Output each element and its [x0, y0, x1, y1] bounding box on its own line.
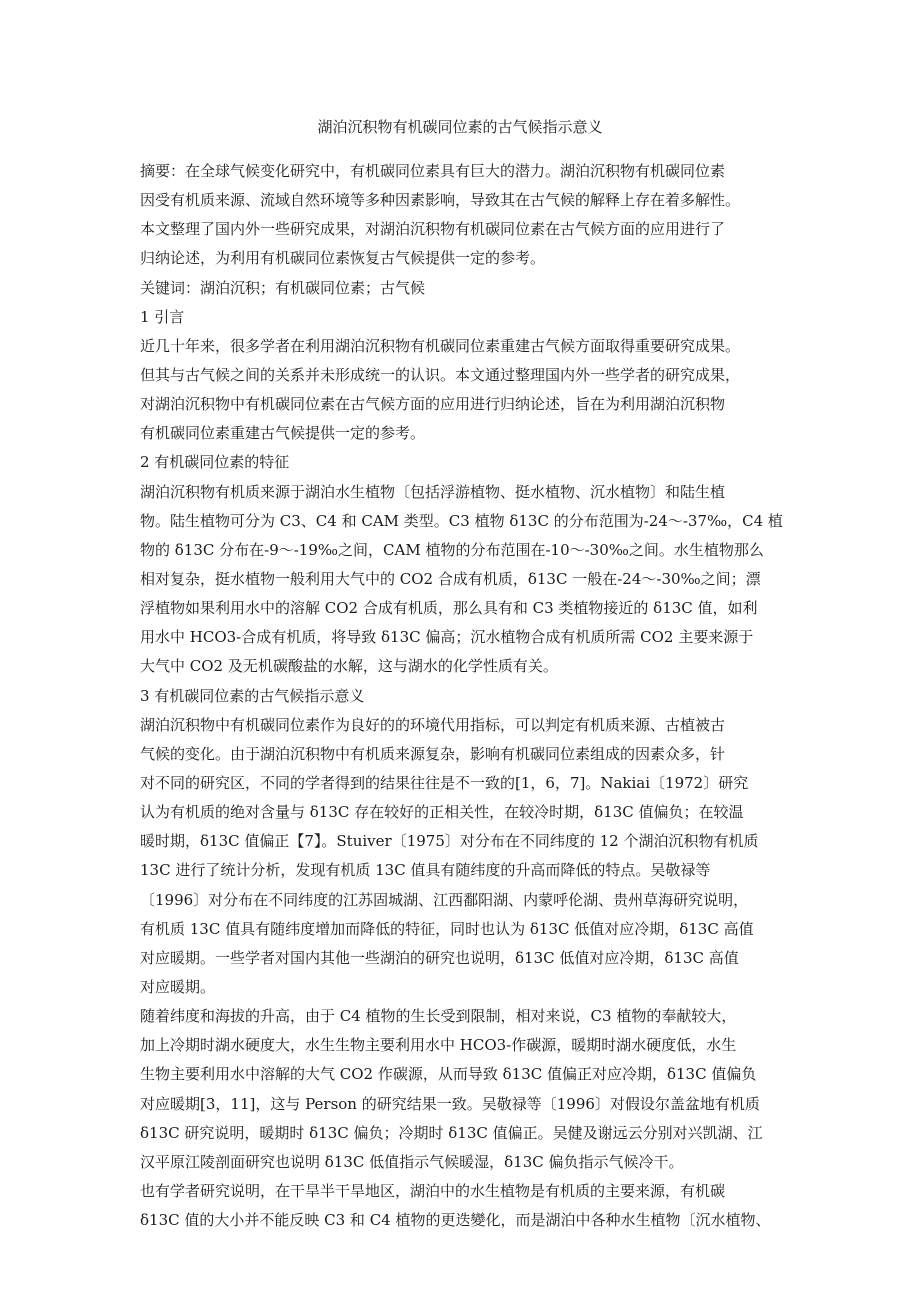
- text-line: 也有学者研究说明，在干旱半干旱地区，湖泊中的水生植物是有机质的主要来源，有机碳: [140, 1181, 726, 1200]
- text-line: 湖泊沉积物中有机碳同位素作为良好的的环境代用指标，可以判定有机质来源、古植被古: [140, 715, 726, 734]
- text-line: 对不同的研究区，不同的学者得到的结果往往是不一致的[1，6，7]。Nakiai〔1972〕研究: [140, 773, 749, 792]
- text-line: 2 有机碳同位素的特征: [140, 453, 290, 472]
- text-line: 对湖泊沉积物中有机碳同位素在古气候方面的应用进行归纳论述，旨在为利用湖泊沉积物: [140, 395, 726, 414]
- text-line: 有机碳同位素重建古气候提供一定的参考。: [140, 424, 426, 443]
- text-line: 物。陆生植物可分为 C3、C4 和 CAM 类型。C3 植物 δ13C 的分布范围为-24～-37‰，C4 植: [140, 511, 783, 530]
- text-line: 有机质 13C 值具有随纬度增加而降低的特征，同时也认为 δ13C 低值对应冷期，δ13C 高值: [140, 919, 754, 938]
- text-line: 用水中 HCO3-合成有机质，将导致 δ13C 偏高；沉水植物合成有机质所需 CO2 主要来源于: [140, 628, 754, 647]
- text-line: 汉平原江陵剖面研究也说明 δ13C 低值指示气候暖湿，δ13C 偏负指示气候冷干。: [140, 1152, 684, 1171]
- text-line: 3 有机碳同位素的古气候指示意义: [140, 686, 365, 705]
- text-line: 浮植物如果利用水中的溶解 CO2 合成有机质，那么具有和 C3 类植物接近的 δ13C 值，如利: [140, 599, 758, 618]
- text-line: 相对复杂，挺水植物一般利用大气中的 CO2 合成有机质，δ13C 一般在-24～-30‰之间；漂: [140, 569, 761, 588]
- text-line: 但其与古气候之间的关系并未形成统一的认识。本文通过整理国内外一些学者的研究成果，: [140, 365, 741, 384]
- text-line: 加上冷期时湖水硬度大，水生生物主要利用水中 HCO3-作碳源，暖期时湖水硬度低，水生: [140, 1036, 737, 1055]
- text-line: 因受有机质来源、流域自然环境等多种因素影响，导致其在古气候的解释上存在着多解性。: [140, 191, 741, 210]
- text-line: 关键词：湖泊沉积；有机碳同位素；古气候: [140, 278, 426, 297]
- text-line: 大气中 CO2 及无机碳酸盐的水解，这与湖水的化学性质有关。: [140, 657, 558, 676]
- text-line: 暖时期，δ13C 值偏正【7】。Stuiver〔1975〕对分布在不同纬度的 12 个湖泊沉积物有机质: [140, 832, 759, 851]
- text-line: 1 引言: [140, 307, 185, 326]
- text-line: 摘要：在全球气候变化研究中，有机碳同位素具有巨大的潜力。湖泊沉积物有机碳同位素: [140, 162, 726, 180]
- text-line: 湖泊沉积物有机质来源于湖泊水生植物〔包括浮游植物、挺水植物、沉水植物〕和陆生植: [140, 482, 726, 501]
- text-line: 归纳论述，为利用有机碳同位素恢复古气候提供一定的参考。: [140, 249, 546, 268]
- text-line: 生物主要利用水中溶解的大气 CO2 作碳源，从而导致 δ13C 值偏正对应冷期，δ13C 值偏负: [140, 1065, 757, 1084]
- document-body: [140, 157, 800, 1235]
- text-line: 对应暖期。一些学者对国内其他一些湖泊的研究也说明，δ13C 低值对应冷期，δ13C 高值: [140, 948, 739, 967]
- text-line: 对应暖期[3，11]，这与 Person 的研究结果一致。吴敬禄等〔1996〕对假设尔盖盆地有机质: [140, 1094, 760, 1113]
- text-line: 〔1996〕对分布在不同纬度的江苏固城湖、江西鄱阳湖、内蒙呼伦湖、贵州草海研究说明，: [140, 890, 749, 909]
- text-line: δ13C 值的大小并不能反映 C3 和 C4 植物的更迭變化，而是湖泊中各种水生植物〔沉水植物、: [140, 1211, 771, 1230]
- text-line: 近几十年来，很多学者在利用湖泊沉积物有机碳同位素重建古气候方面取得重要研究成果。: [140, 336, 741, 355]
- text-line: δ13C 研究说明，暖期时 δ13C 偏负；冷期时 δ13C 值偏正。吴健及谢远云分别对兴凯湖、江: [140, 1123, 763, 1142]
- text-line: 本文整理了国内外一些研究成果，对湖泊沉积物有机碳同位素在古气候方面的应用进行了: [140, 220, 726, 239]
- text-line: 认为有机质的绝对含量与 δ13C 存在较好的正相关性，在较冷时期，δ13C 值偏负；在较温: [140, 803, 744, 822]
- text-line: 随着纬度和海拔的升高，由于 C4 植物的生长受到限制，相对来说，C3 植物的奉献较大，: [140, 1007, 737, 1026]
- text-line: 13C 进行了统计分析，发现有机质 13C 值具有随纬度的升高而降低的特点。吴敬禄等: [140, 861, 711, 880]
- text-line: 对应暖期。: [140, 977, 216, 996]
- document-title: 湖泊沉积物有机碳同位素的古气候指示意义: [317, 118, 603, 136]
- text-line: 气候的变化。由于湖泊沉积物中有机质来源复杂，影响有机碳同位素组成的因素众多，针: [140, 744, 726, 763]
- text-line: 物的 δ13C 分布在-9～-19‰之间，CAM 植物的分布范围在-10～-30‰之间。水生植物那么: [140, 540, 764, 559]
